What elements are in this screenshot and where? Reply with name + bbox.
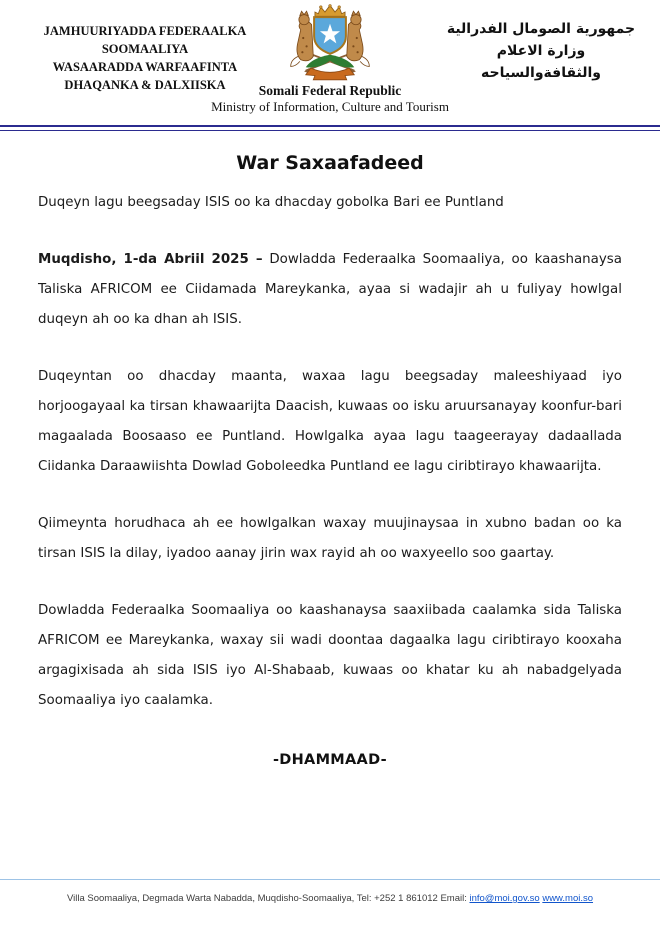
paragraph-dateline <box>38 245 622 335</box>
paragraph: Duqeyntan oo dhacday maanta, waxaa lagu beegsaday maleeshiyaad iyo horjoogayaal ka tirsan khawaarijta Daacish, kuwaas oo isku aruursanayay koonfur-bari magaalada Boosaaso ee Puntland. Howlgalka ayaa lagu taageerayay dadaallada Ciidanka Daraawiishta Dowlad Goboleedka Puntland ee lagu ciribtirayo khawaarijta. <box>38 368 622 474</box>
letterhead-arabic-line: والثقافةوالسياحه <box>480 65 602 81</box>
end-marker: -DHAMMAAD- <box>272 751 388 768</box>
ministry-name-arabic <box>432 18 650 84</box>
letterhead-somali-line: JAMHUURIYADDA FEDERAALKA <box>43 24 247 38</box>
letterhead-arabic-line: جمهورية الصومال الفدرالية <box>446 21 636 37</box>
footer-contact-line <box>20 893 640 904</box>
letterhead-somali-line: SOOMAALIYA <box>101 42 189 56</box>
footer-email-link[interactable]: info@moi.gov.so <box>469 893 540 904</box>
letterhead-arabic-line: وزارة الاعلام <box>496 43 586 59</box>
paragraph-text: Dowladda Federaalka Soomaaliya, oo kaashanaysa Taliska AFRICOM ee Ciidamada Mareykanka, ayaa si wadajir ah u fuliyay howlgal duqeyn ah oo ka dhan ah ISIS. <box>38 251 622 327</box>
paragraph: Qiimeynta horudhaca ah ee howlgalkan waxay muujinaysaa in xubno badan oo ka tirsan ISIS la dilay, iyadoo aanay jirin wax rayid ah oo waxyeello soo gaartay. <box>38 515 622 561</box>
release-body <box>0 152 660 768</box>
ministry-name-somali <box>26 22 264 94</box>
page-title: War Saxaafadeed <box>236 151 424 174</box>
page-footer <box>0 879 660 935</box>
ministry-name-english: Ministry of Information, Culture and Tourism <box>211 99 449 114</box>
letterhead-somali-line: WASAARADDA WARFAAFINTA <box>52 60 238 74</box>
dateline-lead: Muqdisho, 1-da Abriil 2025 – <box>38 251 263 267</box>
somalia-coat-of-arms-icon <box>284 4 376 82</box>
footer-address: Villa Soomaaliya, Degmada Warta Nabadda, Muqdisho-Soomaaliya, Tel: +252 1 861012 Email: <box>66 893 467 904</box>
footer-divider <box>0 879 660 880</box>
footer-website-link[interactable]: www.moi.so <box>542 893 594 904</box>
paragraph: Dowladda Federaalka Soomaaliya oo kaashanaysa saaxiibada caalamka sida Taliska AFRICOM ee Mareykanka, waxay sii wadi doontaa dagaalka lagu ciribtirayo kooxaha argagixisada ah sida ISIS iyo Al-Shabaab, kuwaas oo khatar ku ah nabadgelyada Soomaaliya iyo caalamka. <box>38 602 622 708</box>
header-divider <box>0 125 660 131</box>
country-name-english: Somali Federal Republic <box>258 83 402 98</box>
release-subtitle: Duqeyn lagu beegsaday ISIS oo ka dhacday gobolka Bari ee Puntland <box>38 194 504 210</box>
letterhead <box>0 0 660 121</box>
letterhead-somali-line: DHAQANKA & DALXIISKA <box>64 78 226 92</box>
